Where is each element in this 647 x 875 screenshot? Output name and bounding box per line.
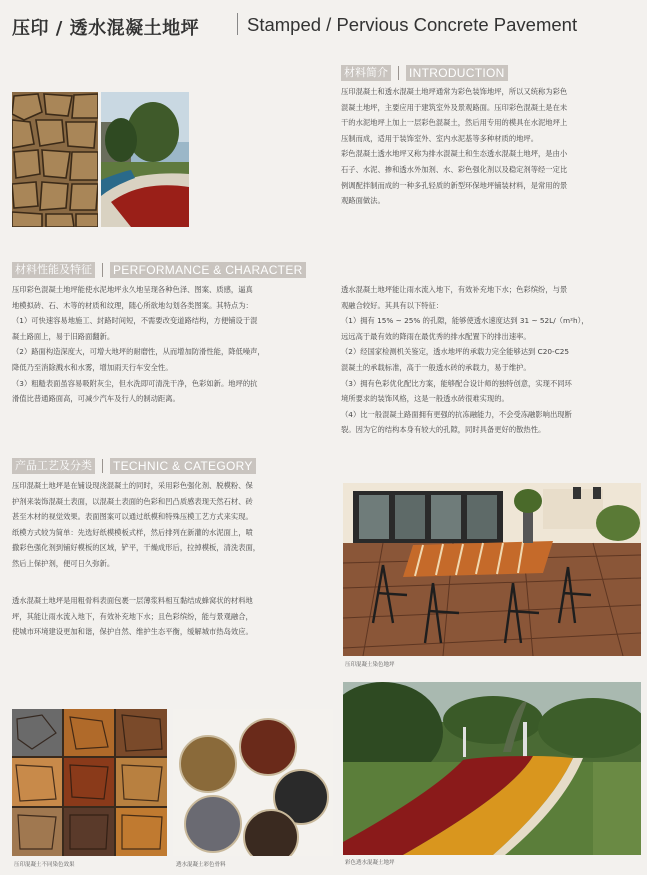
technic-line: 压印混凝土地坪是在铺设现浇混凝土的同时，采用彩色强化剂、脱模粉、保	[12, 481, 253, 490]
performance-heading-en: PERFORMANCE & CHARACTER	[110, 262, 306, 278]
red-path-garden-photo	[101, 92, 189, 227]
stamped-stone-photo	[12, 92, 98, 227]
technic-line: 护剂来装饰混凝土表面，以混凝土表面的色彩和凹凸质感表现天然石材、砖	[12, 496, 253, 506]
intro-line: 压印混凝土和透水混凝土地坪通常为彩色装饰地坪，所以又统称为彩色	[341, 87, 568, 96]
intro-line: 石子、水泥、掺和透水外加剂、水、彩色强化剂以及稳定剂等经一定比	[341, 164, 568, 174]
technic-line: 然后上保护剂，便可日久弥新。	[12, 558, 115, 568]
performance-line: 观融合较好。其具有以下特征：	[341, 300, 444, 310]
performance-text-right	[341, 282, 643, 438]
heading-divider	[102, 459, 103, 473]
patio-caption: 压印混凝土染色地坪	[345, 662, 395, 668]
heading-divider	[102, 263, 103, 277]
aggregates-caption: 透水混凝土彩色骨料	[176, 862, 226, 868]
intro-line: 例调配拌制而成的一种多孔轻质的新型环保地坪铺装材料，是常用的景	[341, 180, 568, 190]
intro-line: 干的水泥地坪上加上一层彩色混凝土，然后用专用的模具在水泥地坪上	[341, 118, 568, 128]
intro-heading-en: INTRODUCTION	[406, 65, 508, 81]
performance-line: 境所要求的装饰风格，这是一般透水砖很难实现的。	[341, 394, 509, 404]
technic-text-stamped	[12, 478, 334, 572]
samples-caption: 压印混凝土不同染色效果	[14, 862, 75, 868]
technic-line: 坪，其能让雨水流入地下，有效补充地下水；且色彩缤纷，能与景观融合，	[12, 611, 253, 621]
performance-line: （1）可快速容易地施工、封路时间短，不需要改变道路结构，方便铺设于混	[12, 316, 258, 326]
pervious-aggregates-photo	[173, 709, 333, 856]
performance-line: 滑值比普通路面高，可减少汽车及行人的制动距离。	[12, 394, 180, 404]
intro-text	[341, 84, 641, 209]
heading-divider	[398, 66, 399, 80]
performance-line: 裂。因为它的结构本身有较大的孔隙，同时具备更好的散热性。	[341, 425, 546, 435]
technic-line: 使城市环境建设更加和谐，保护自然、维护生态平衡，缓解城市热岛效应。	[12, 627, 253, 637]
intro-heading	[341, 65, 508, 81]
technic-line: 甚至木材的视觉效果。表面图案可以通过纸模和特殊压模工艺方式来实现。	[12, 512, 253, 522]
intro-line: 混凝土地坪，主要应用于建筑室外及景观路面。压印彩色混凝土是在未	[341, 102, 568, 112]
performance-line: 压印彩色混凝土地坪能使水泥地坪永久地呈现各种色泽、图案、质感，逼真	[12, 285, 253, 294]
performance-line: 透水混凝土地坪能让雨水流入地下，有效补充地下水；色彩缤纷，与景	[341, 285, 568, 294]
intro-line: 压制而成，适用于装饰室外、室内水泥基等多种材质的地坪。	[341, 133, 539, 143]
performance-heading	[12, 262, 306, 278]
performance-line: 降低乃至消除溅水和水雾，增加雨天行车安全性。	[12, 362, 173, 372]
page-title-cn: 压印 / 透水混凝土地坪	[12, 18, 200, 39]
performance-line: （1）拥有 15% ~ 25% 的孔隙，能够使透水速度达到 31 ~ 52L/（m²h），	[341, 316, 589, 326]
performance-line: 远远高于最有效的降雨在最优秀的排水配置下的排出速率。	[341, 331, 531, 341]
page-title-en: Stamped / Pervious Concrete Pavement	[247, 14, 578, 35]
performance-text-left	[12, 282, 332, 407]
performance-line: 混凝土的承载标准，高于一般透水砖的承载力，易于维护。	[341, 362, 531, 372]
performance-line: 地模拟砖、石、木等的材质和纹理，随心所欲地勾划各类图案。其特点为：	[12, 300, 253, 310]
technic-line: 纸模方式较为简单：先选好纸模模板式样，然后排列在新灌的水泥面上，喷	[12, 527, 253, 537]
title-separator	[237, 13, 238, 35]
technic-line: 撒彩色强化剂到铺好模板的区域，铲平，干燥成形后，拉掉模板，清洗表面，	[12, 543, 261, 553]
technic-line: 透水混凝土地坪是用粗骨料表面包裹一层薄浆料相互黏结成蜂窝状的材料地	[12, 596, 253, 605]
stamped-patio-photo	[343, 483, 641, 656]
technic-heading	[12, 458, 256, 474]
pervious-path-photo	[343, 682, 641, 855]
technic-heading-en: TECHNIC & CATEGORY	[110, 458, 256, 474]
path-caption: 彩色透水混凝土地坪	[345, 860, 395, 866]
performance-line: （2）路面构造深度大，可增大地坪的耐磨性，从而增加防滑性能，降低噪声，	[12, 347, 265, 357]
performance-heading-cn: 材料性能及特征	[12, 262, 95, 278]
performance-line: （4）比一般混凝土路面拥有更强的抗冻融能力，不会受冻融影响出现断	[341, 409, 572, 419]
technic-heading-cn: 产品工艺及分类	[12, 458, 95, 474]
technic-text-pervious	[12, 593, 334, 640]
intro-line: 观路面做法。	[341, 196, 385, 206]
intro-heading-cn: 材料简介	[341, 65, 391, 81]
stamped-color-samples-photo	[12, 709, 167, 856]
performance-line: 凝土路面上，易于旧路面翻新。	[12, 331, 115, 341]
intro-line: 彩色混凝土透水地坪又称为排水混凝土和生态透水混凝土地坪，是由小	[341, 149, 568, 159]
performance-line: （3）粗糙表面虽容易吸附灰尘，但水洗即可清洗干净，色彩如新。地坪的抗	[12, 378, 258, 388]
performance-line: （2）经国家检测机关鉴定，透水地坪的承载力完全能够达到 C20-C25	[341, 347, 570, 357]
performance-line: （3）拥有色彩优化配比方案，能够配合设计师的独特创意，实现不同环	[341, 378, 572, 388]
